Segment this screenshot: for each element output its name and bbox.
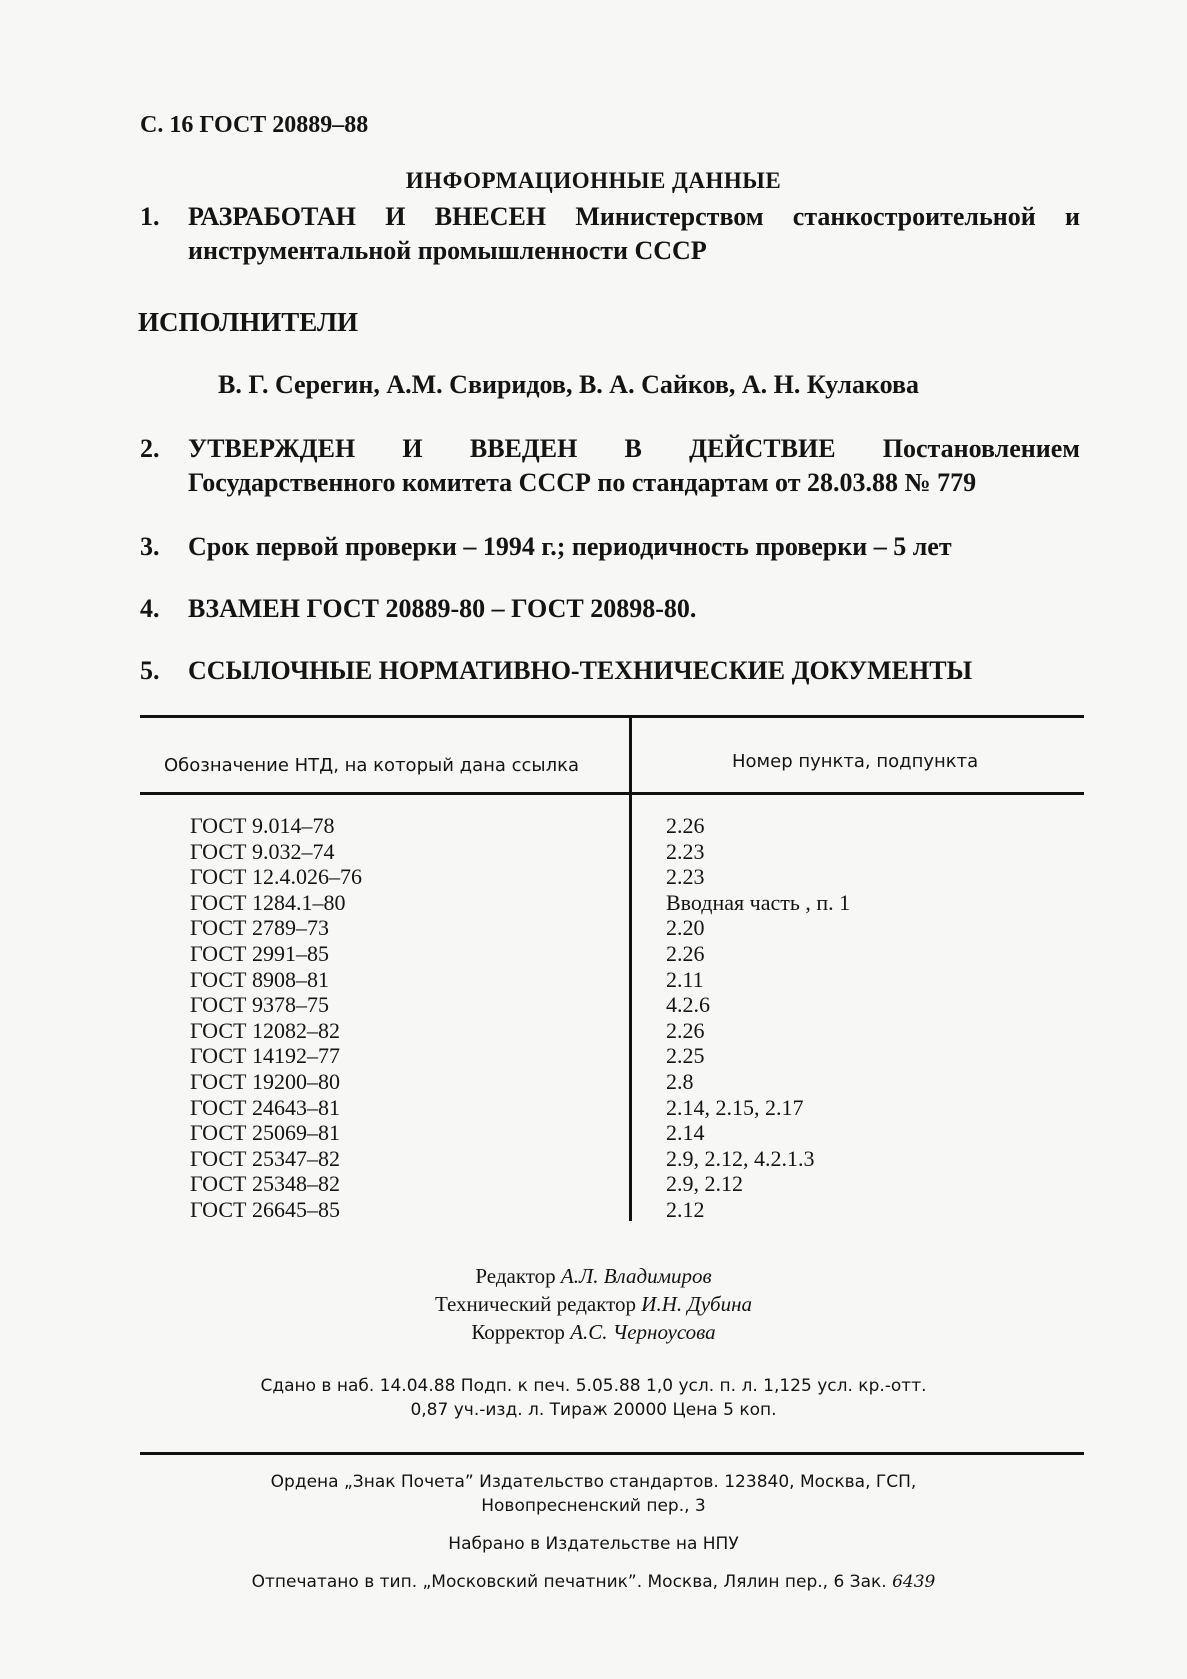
reference-clause: 2.26 [666, 940, 705, 966]
item-number: 4. [140, 594, 160, 623]
editor-role: Редактор [475, 1264, 556, 1288]
table-row [140, 864, 1084, 890]
table-top-rule [140, 715, 1084, 718]
item-lead: УТВЕРЖДЕН И ВВЕДЕН В ДЕЙСТВИЕ [188, 434, 836, 463]
table-body [140, 813, 1084, 1223]
reference-clause: 4.2.6 [666, 992, 710, 1018]
table-row [140, 890, 1084, 916]
editor-role: Технический редактор [434, 1292, 637, 1316]
executors-title: ИСПОЛНИТЕЛИ [138, 307, 359, 337]
item-number: 1. [140, 202, 160, 231]
editor-line [0, 1318, 1187, 1346]
reference-clause: 2.23 [666, 838, 705, 864]
table-row [140, 941, 1084, 967]
table-row [140, 839, 1084, 865]
item-text: ССЫЛОЧНЫЕ НОРМАТИВНО-ТЕХНИЧЕСКИЕ ДОКУМЕНТЫ [188, 656, 973, 685]
reference-clause: 2.9, 2.12, 4.2.1.3 [666, 1145, 815, 1171]
editor-name: И.Н. Дубина [641, 1292, 753, 1316]
item-text: Министерством станкостроительной и инструментальной промышленности СССР [188, 202, 1080, 265]
item-number: 3. [140, 532, 160, 561]
info-item-3 [140, 530, 1080, 564]
info-item-2 [140, 432, 1080, 500]
editor-line [0, 1290, 1187, 1318]
table-row [140, 1171, 1084, 1197]
table-row [140, 1043, 1084, 1069]
publisher-line-2: Новопресненский пер., 3 [481, 1496, 706, 1516]
reference-document: ГОСТ 9378–75 [190, 992, 329, 1018]
editor-name: А.Л. Владимиров [560, 1264, 712, 1288]
reference-document: ГОСТ 24643–81 [190, 1094, 340, 1120]
reference-document: ГОСТ 2991–85 [190, 940, 329, 966]
reference-document: ГОСТ 25348–82 [190, 1171, 340, 1197]
table-header-clause: Номер пункта, подпункта [732, 751, 979, 772]
reference-clause: 2.14 [666, 1120, 705, 1146]
reference-document: ГОСТ 9.032–74 [190, 838, 335, 864]
reference-document: ГОСТ 14192–77 [190, 1043, 340, 1069]
table-row [140, 1018, 1084, 1044]
publisher-line-1: Ордена „Знак Почета” Издательство стандартов. 123840, Москва, ГСП, [270, 1472, 917, 1492]
printed-line [0, 1570, 1187, 1594]
reference-clause: 2.25 [666, 1043, 705, 1069]
reference-clause: 2.11 [666, 966, 704, 992]
reference-clause: 2.12 [666, 1196, 705, 1222]
footer-rule [140, 1452, 1084, 1455]
info-item-1 [140, 200, 1080, 268]
document-title: ИНФОРМАЦИОННЫЕ ДАННЫЕ [405, 168, 782, 193]
table-row [140, 1120, 1084, 1146]
reference-clause: 2.26 [666, 813, 705, 838]
reference-document: ГОСТ 12.4.026–76 [190, 864, 362, 890]
item-text: Постановлением Государственного комитета СССР по стандартам от 28.03.88 № 779 [188, 434, 1080, 497]
table-row [140, 1069, 1084, 1095]
imprint-line-2: 0,87 уч.-изд. л. Тираж 20000 Цена 5 коп. [410, 1400, 777, 1420]
item-number: 2. [140, 434, 160, 463]
editor-role: Корректор [471, 1320, 565, 1344]
editor-line [0, 1262, 1187, 1290]
item-number: 5. [140, 656, 160, 685]
order-number: 6439 [892, 1572, 936, 1592]
reference-document: ГОСТ 12082–82 [190, 1017, 340, 1043]
reference-document: ГОСТ 1284.1–80 [190, 889, 346, 915]
table-header-rule [140, 792, 1084, 795]
table-row [140, 813, 1084, 839]
editor-name: А.С. Черноусова [570, 1320, 716, 1344]
reference-document: ГОСТ 8908–81 [190, 966, 329, 992]
item-lead: РАЗРАБОТАН И ВНЕСЕН [188, 202, 547, 231]
printed-text: Отпечатано в тип. „Московский печатник”. Москва, Лялин пер., 6 Зак. [251, 1572, 887, 1592]
executors-names: В. Г. Серегин, А.М. Свиридов, В. А. Сайков, А. Н. Кулакова [218, 370, 920, 399]
info-item-4 [140, 592, 1080, 626]
table-row [140, 992, 1084, 1018]
reference-clause: 2.9, 2.12 [666, 1171, 743, 1197]
reference-document: ГОСТ 25069–81 [190, 1120, 340, 1146]
page-header: С. 16 ГОСТ 20889–88 [140, 112, 369, 138]
reference-document: ГОСТ 26645–85 [190, 1196, 340, 1222]
reference-clause: 2.14, 2.15, 2.17 [666, 1094, 804, 1120]
item-text: ВЗАМЕН ГОСТ 20889-80 – ГОСТ 20898-80. [188, 594, 697, 623]
reference-clause: 2.8 [666, 1068, 694, 1094]
item-text: Срок первой проверки – 1994 г.; периодичность проверки – 5 лет [188, 532, 952, 561]
table-row [140, 1095, 1084, 1121]
reference-clause: 2.26 [666, 1017, 705, 1043]
imprint-line-1: Сдано в наб. 14.04.88 Подп. к печ. 5.05.88 1,0 усл. п. л. 1,125 усл. кр.-отт. [260, 1376, 927, 1396]
reference-clause: 2.23 [666, 864, 705, 890]
editors-block [0, 1262, 1187, 1346]
info-item-5 [140, 654, 1080, 688]
reference-document: ГОСТ 25347–82 [190, 1145, 340, 1171]
table-header-document: Обозначение НТД, на который дана ссылка [164, 755, 580, 776]
table-row [140, 1146, 1084, 1172]
reference-document: ГОСТ 2789–73 [190, 915, 329, 941]
table-row [140, 967, 1084, 993]
typeset-line: Набрано в Издательстве на НПУ [448, 1534, 739, 1554]
reference-document: ГОСТ 19200–80 [190, 1068, 340, 1094]
reference-document: ГОСТ 9.014–78 [190, 813, 335, 838]
reference-clause: 2.20 [666, 915, 705, 941]
table-row [140, 915, 1084, 941]
reference-clause: Вводная часть , п. 1 [666, 889, 851, 915]
table-row [140, 1197, 1084, 1223]
